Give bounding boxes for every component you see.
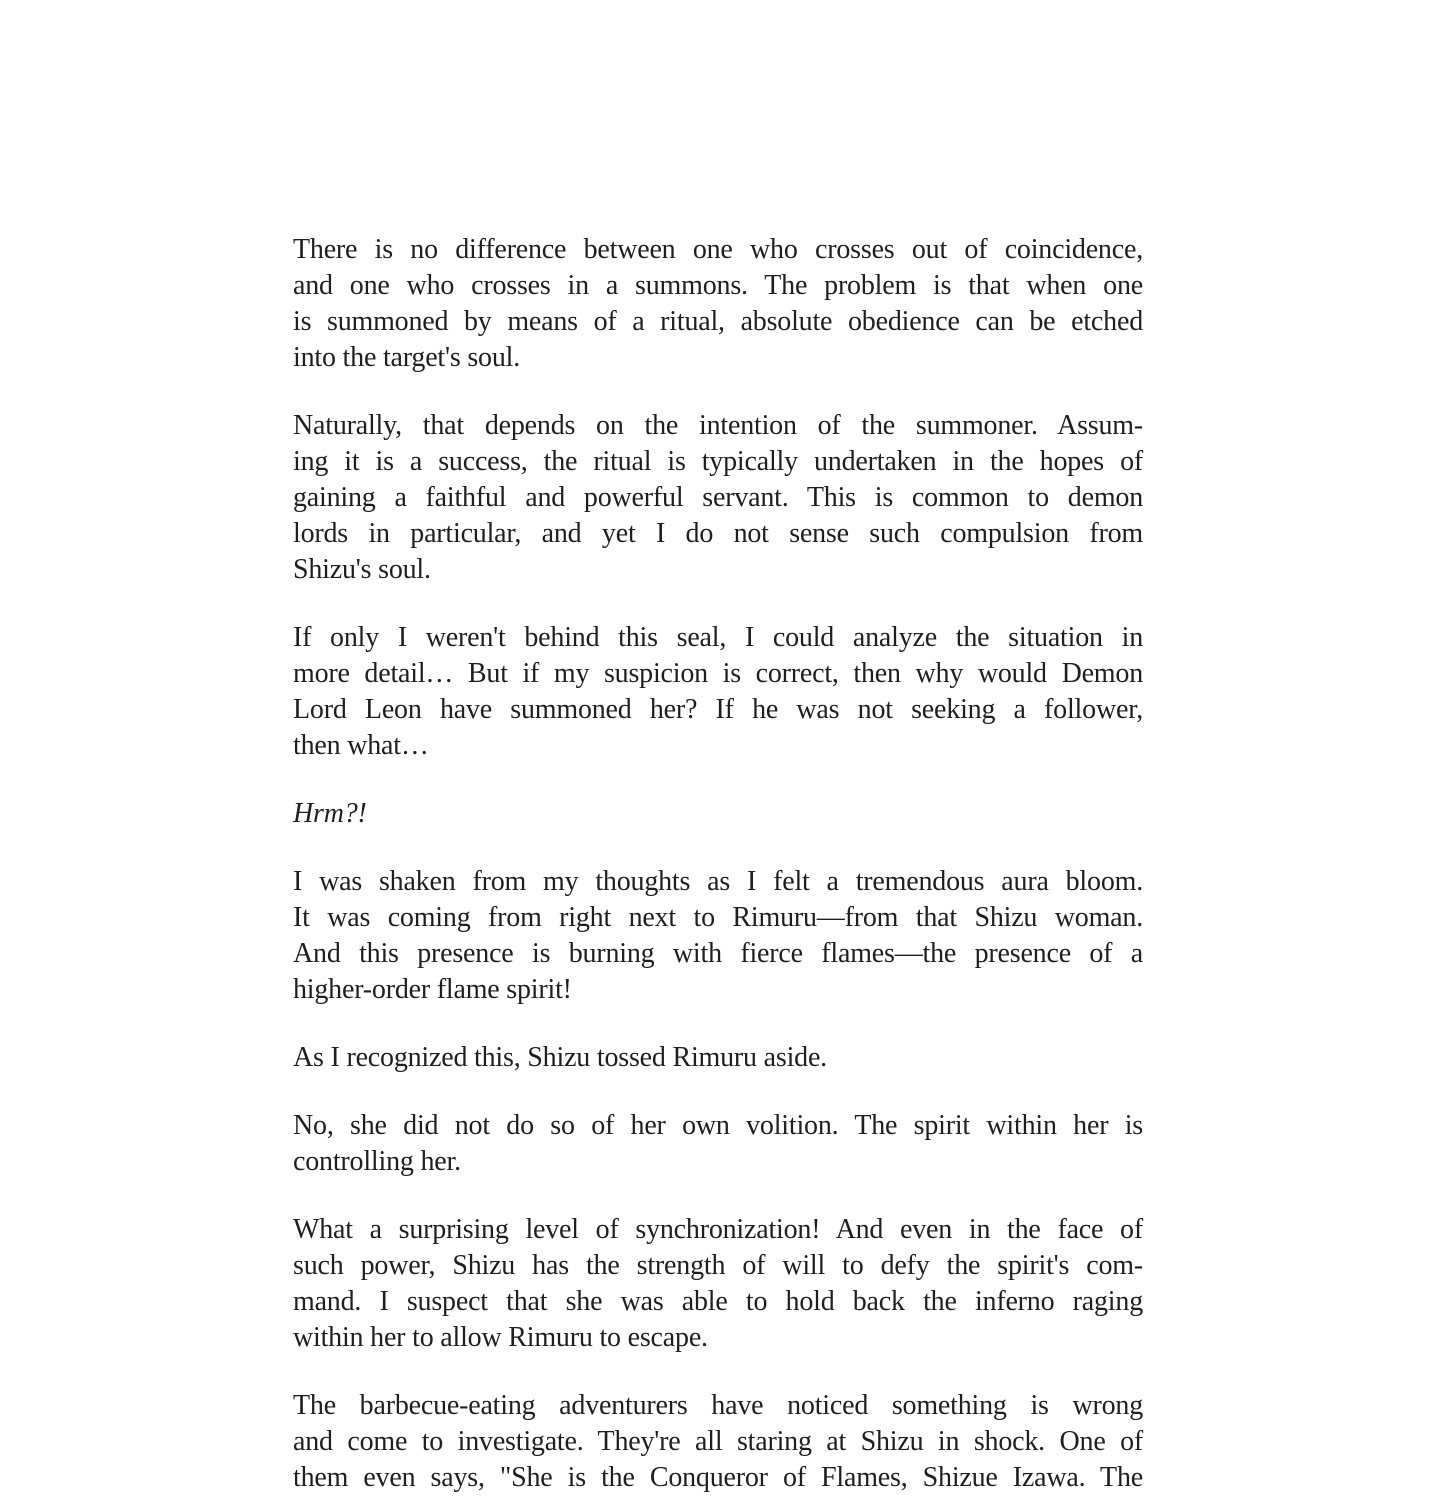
text-line: Hrm?!	[293, 798, 367, 829]
paragraph	[293, 1108, 1143, 1180]
text-line: It was coming from right next to Rimuru—from that Shizu woman.	[293, 902, 1143, 933]
text-line: Naturally, that depends on the intention of the summoner. Assum-	[293, 410, 1143, 441]
text-line: No, she did not do so of her own volition. The spirit within her is	[293, 1110, 1143, 1141]
paragraph	[293, 1040, 1143, 1076]
text-line: I was shaken from my thoughts as I felt a tremendous aura bloom.	[293, 866, 1143, 897]
text-line: Shizu's soul.	[293, 554, 431, 585]
paragraph	[293, 1212, 1143, 1356]
text-line: is summoned by means of a ritual, absolute obedience can be etched	[293, 306, 1143, 337]
text-line: mand. I suspect that she was able to hold back the inferno raging	[293, 1286, 1143, 1317]
text-line: and come to investigate. They're all staring at Shizu in shock. One of	[293, 1426, 1143, 1457]
paragraph	[293, 1388, 1143, 1496]
text-line: As I recognized this, Shizu tossed Rimuru aside.	[293, 1042, 827, 1073]
text-line: And this presence is burning with fierce flames—the presence of a	[293, 938, 1143, 969]
text-line: controlling her.	[293, 1146, 461, 1177]
text-line: ing it is a success, the ritual is typically undertaken in the hopes of	[293, 446, 1143, 477]
text-line: What a surprising level of synchronization! And even in the face of	[293, 1214, 1143, 1245]
paragraph	[293, 408, 1143, 588]
paragraph	[293, 796, 1143, 832]
text-line: Lord Leon have summoned her? If he was not seeking a follower,	[293, 694, 1143, 725]
text-line: within her to allow Rimuru to escape.	[293, 1322, 708, 1353]
text-line: such power, Shizu has the strength of will to defy the spirit's com-	[293, 1250, 1143, 1281]
text-line: There is no difference between one who crosses out of coincidence,	[293, 234, 1143, 265]
text-line: The barbecue-eating adventurers have noticed something is wrong	[293, 1390, 1143, 1421]
text-line: into the target's soul.	[293, 342, 521, 373]
text-line: If only I weren't behind this seal, I could analyze the situation in	[293, 622, 1143, 653]
paragraph	[293, 620, 1143, 764]
text-line: lords in particular, and yet I do not sense such compulsion from	[293, 518, 1143, 549]
text-line: more detail… But if my suspicion is correct, then why would Demon	[293, 658, 1143, 689]
text-line: gaining a faithful and powerful servant. This is common to demon	[293, 482, 1143, 513]
page-text	[293, 232, 1143, 1500]
text-line: them even says, "She is the Conqueror of Flames, Shizue Izawa. The	[293, 1462, 1143, 1493]
text-line: and one who crosses in a summons. The problem is that when one	[293, 270, 1143, 301]
text-line: then what…	[293, 730, 429, 761]
text-line: higher-order flame spirit!	[293, 974, 572, 1005]
paragraph	[293, 864, 1143, 1008]
paragraph	[293, 232, 1143, 376]
